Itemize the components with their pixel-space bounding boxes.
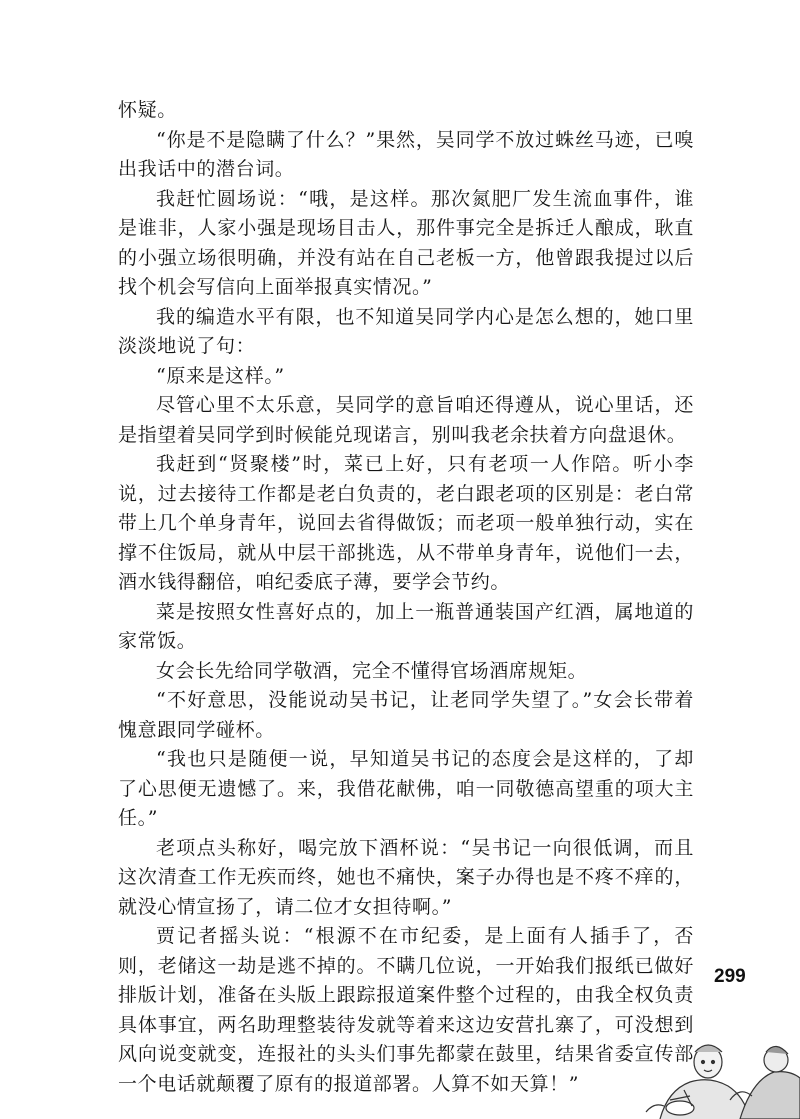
paragraph: 我赶到“贤聚楼”时，菜已上好，只有老项一人作陪。听小李说，过去接待工作都是老白负责的，老白跟老项的区别是：老白常带上几个单身青年，说回去省得做饭；而老项一般单独行动，实在撑不住饭局，就从中层干部挑选，从不带单身青年，说他们一去，酒水钱得翻倍，咱纪委底子薄，要学会节约。	[118, 453, 694, 593]
paragraph: 女会长先给同学敬酒，完全不懂得官场酒席规矩。	[156, 659, 588, 682]
paragraph: “你是不是隐瞒了什么？”果然，吴同学不放过蛛丝马迹，已嗅出我话中的潜台词。	[118, 128, 694, 180]
paragraph: 尽管心里不太乐意，吴同学的意旨咱还得遵从，说心里话，还是指望着吴同学到时候能兑现诺言，别叫我老余扶着方向盘退休。	[118, 394, 694, 446]
paragraph: “不好意思，没能说动吴书记，让老同学失望了。”女会长带着愧意跟同学碰杯。	[118, 689, 694, 741]
corner-illustration-icon	[640, 1000, 800, 1119]
page-number: 299	[714, 966, 746, 987]
paragraph: 怀疑。	[118, 99, 177, 121]
body-text	[118, 96, 694, 1099]
paragraph: 老项点头称好，喝完放下酒杯说：“吴书记一向很低调，而且这次清查工作无疾而终，她也不痛快，案子办得也是不疼不痒的，就没心情宣扬了，请二位才女担待啊。”	[118, 836, 694, 918]
paragraph: “我也只是随便一说，早知道吴书记的态度会是这样的，了却了心思便无遗憾了。来，我借花献佛，咱一同敬德高望重的项大主任。”	[118, 748, 694, 829]
paragraph: 贾记者摇头说：“根源不在市纪委，是上面有人插手了，否则，老储这一劫是逃不掉的。不瞒几位说，一开始我们报纸已做好排版计划，准备在头版上跟踪报道案件整个过程的，由我全权负责具体事宜，两名助理整装待发就等着来这边安营扎寨了，可没想到风向说变就变，连报社的头头们事先都蒙在鼓里，结果省委宣传部一个电话就颠覆了原有的报道部署。人算不如天算！”	[118, 925, 694, 1095]
paragraph: 菜是按照女性喜好点的，加上一瓶普通装国产红酒，属地道的家常饭。	[118, 600, 694, 652]
paragraph: 我赶忙圆场说：“哦，是这样。那次氮肥厂发生流血事件，谁是谁非，人家小强是现场目击人，那件事完全是拆迁人酿成，耿直的小强立场很明确，并没有站在自己老板一方，他曾跟我提过以后找个机会写信向上面举报真实情况。”	[118, 187, 694, 298]
paragraph: 我的编造水平有限，也不知道吴同学内心是怎么想的，她口里淡淡地说了句：	[118, 305, 694, 357]
paragraph: “原来是这样。”	[156, 364, 285, 387]
